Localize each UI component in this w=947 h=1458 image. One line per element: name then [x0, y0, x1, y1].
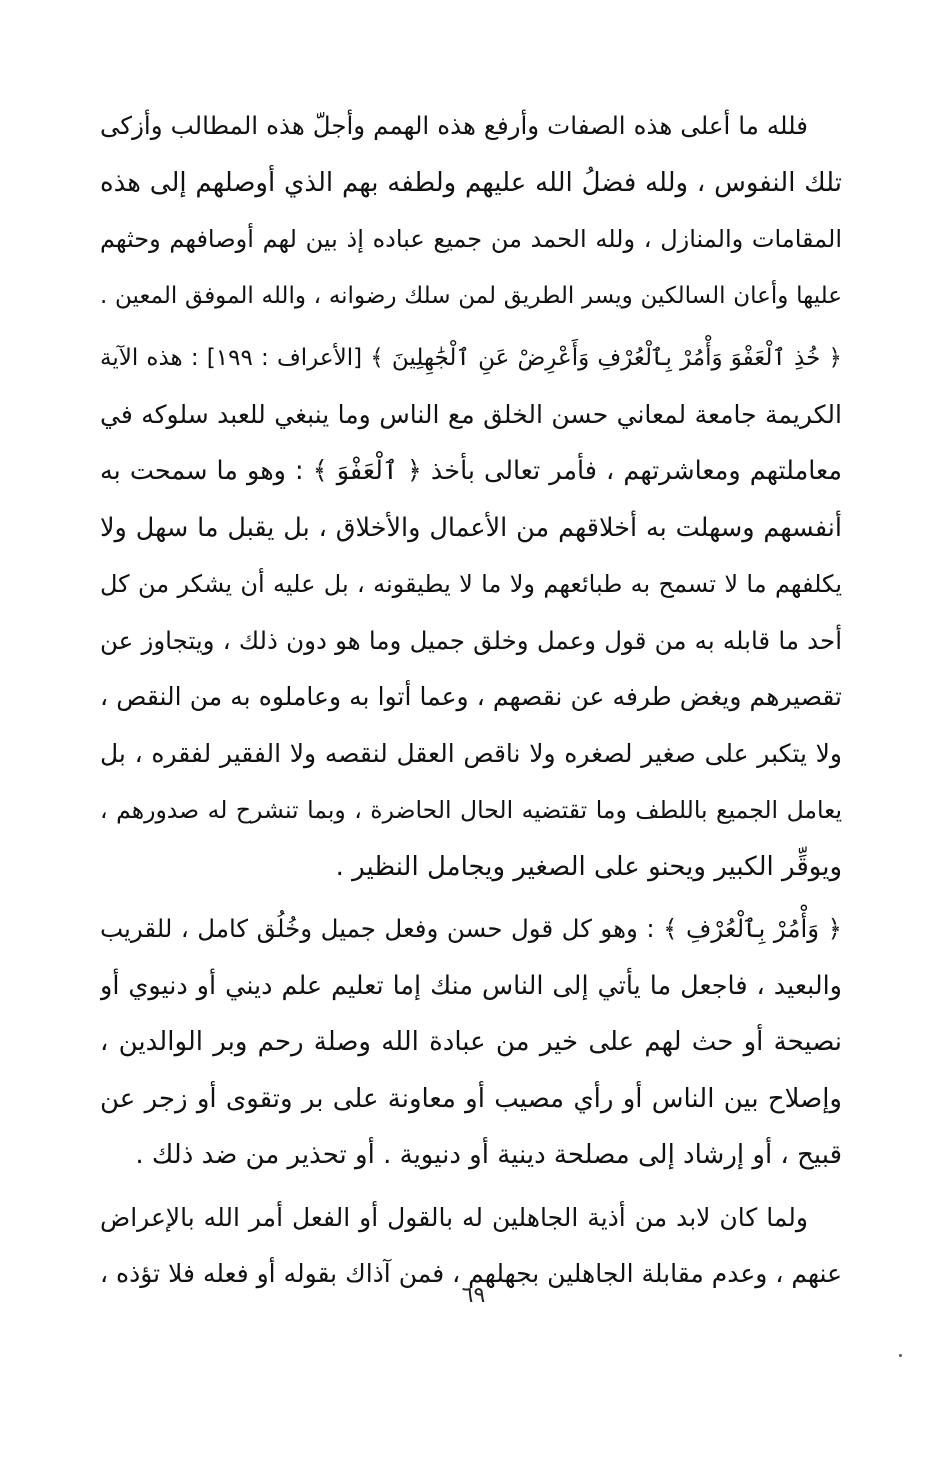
text-line: يكلفهم ما لا تسمح به طبائعهم ولا ما لا يطيقونه ، بل عليه أن يشكر من كل [100, 570, 842, 598]
paragraph [100, 330, 842, 895]
text-line: والبعيد ، فاجعل ما يأتي إلى الناس منك إما تعليم علم ديني أو دنيوي أو [100, 970, 842, 1001]
paragraph [100, 98, 842, 324]
text-line: نصيحة أو حث لهم على خير من عبادة الله وصلة رحم وبر الوالدين ، [100, 1027, 842, 1057]
text-line: يعامل الجميع باللطف وما تقتضيه الحال الحاضرة ، وبما تنشرح له صدورهم ، [100, 796, 842, 824]
text-line: ويوقِّر الكبير ويحنو على الصغير ويجامل النظير . [335, 851, 842, 882]
text-line: فلله ما أعلى هذه الصفات وأرفع هذه الهمم وأجلّ هذه المطالب وأزكى [100, 111, 808, 140]
page-number: ٦٩ [461, 1283, 486, 1308]
scan-speck [899, 1354, 902, 1357]
text-line: وإصلاح بين الناس أو رأي مصيب أو معاونة على بر وتقوى أو زجر عن [100, 1083, 842, 1114]
text-line: ﴿ خُذِ ٱلْعَفْوَ وَأْمُرْ بِٱلْعُرْفِ وَأَعْرِضْ عَنِ ٱلْجَٰهِلِينَ ﴾ [الأعراف : ١٩٩] : هذه الآية [100, 345, 842, 371]
page-body [100, 98, 842, 1303]
text-line: ولا يتكبر على صغير لصغره ولا ناقص العقل لنقصه ولا الفقير لفقره ، بل [100, 738, 842, 768]
text-line: معاملتهم ومعاشرتهم ، فأمر تعالى بأخذ ﴿ ٱلْعَفْوَ ﴾ : وهو ما سمحت به [100, 456, 842, 486]
text-line: عليها وأعان السالكين ويسر الطريق لمن سلك رضوانه ، والله الموفق المعين . [100, 282, 842, 309]
text-line: الكريمة جامعة لمعاني حسن الخلق مع الناس وما ينبغي للعبد سلوكه في [100, 399, 842, 429]
paragraph [100, 901, 842, 1184]
text-line: قبيح ، أو إرشاد إلى مصلحة دينية أو دنيوية . أو تحذير من ضد ذلك . [135, 1140, 842, 1170]
text-line: المقامات والمنازل ، ولله الحمد من جميع عباده إذ بين لهم أوصافهم وحثهم [100, 225, 842, 253]
text-line: تقصيرهم ويغض طرفه عن نقصهم ، وعما أتوا به وعاملوه به من النقص ، [100, 682, 842, 711]
text-line: تلك النفوس ، ولله فضلُ الله عليهم ولطفه بهم الذي أوصلهم إلى هذه [100, 167, 842, 198]
text-line: عنهم ، وعدم مقابلة الجاهلين بجهلهم ، فمن آذاك بقوله أو فعله فلا تؤذه ، [100, 1259, 842, 1288]
text-line: ﴿ وَأْمُرْ بِٱلْعُرْفِ ﴾ : وهو كل قول حسن وفعل جميل وخُلُق كامل ، للقريب [100, 914, 842, 943]
text-line: أنفسهم وسهلت به أخلاقهم من الأعمال والأخلاق ، بل يقبل ما سهل ولا [100, 512, 842, 543]
text-line: أحد ما قابله به من قول وعمل وخلق جميل وما هو دون ذلك ، ويتجاوز عن [100, 625, 842, 655]
text-line: ولما كان لابد من أذية الجاهلين له بالقول أو الفعل أمر الله بالإعراض [100, 1202, 808, 1232]
